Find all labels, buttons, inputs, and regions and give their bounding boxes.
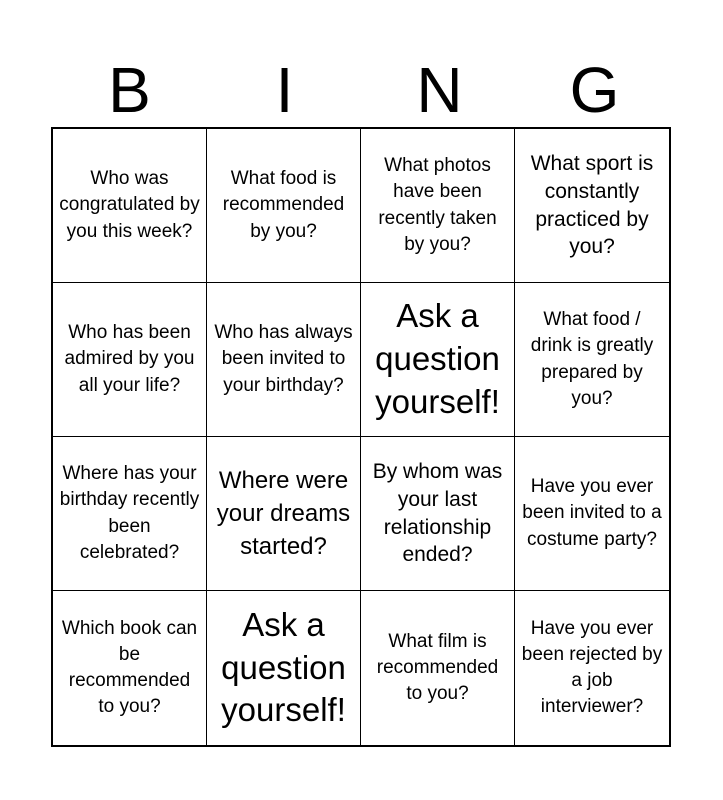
bingo-cell-r3c4[interactable]: Have you ever been invited to a costume party? xyxy=(515,437,669,591)
bingo-cell-r4c3[interactable]: What film is recommended to you? xyxy=(361,591,515,745)
bingo-cell-r4c1[interactable]: Which book can be recommended to you? xyxy=(53,591,207,745)
bingo-cell-r2c4[interactable]: What food / drink is greatly prepared by you? xyxy=(515,283,669,437)
bingo-cell-r4c4[interactable]: Have you ever been rejected by a job interviewer? xyxy=(521,617,663,718)
bingo-grid xyxy=(51,127,671,747)
bingo-cell-r3c3[interactable]: By whom was your last relationship ended? xyxy=(361,437,515,591)
bingo-cell-r3c2[interactable]: Where were your dreams started? xyxy=(207,437,361,591)
bingo-cell-r1c4[interactable]: What sport is constantly practiced by you? xyxy=(515,129,669,283)
bingo-cell-r2c3[interactable]: Ask a question yourself! xyxy=(361,283,515,437)
bingo-header xyxy=(52,52,672,128)
bingo-cell-r3c1[interactable]: Where has your birthday recently been celebrated? xyxy=(53,437,207,591)
header-letter-n: N xyxy=(416,54,463,126)
bingo-cell-r2c1[interactable]: Who has been admired by you all your life? xyxy=(53,283,207,437)
header-letter-i: I xyxy=(275,54,294,126)
bingo-cell-r1c3[interactable]: What photos have been recently taken by you? xyxy=(361,129,515,283)
bingo-cell-r1c1[interactable]: Who was congratulated by you this week? xyxy=(53,129,207,283)
bingo-cell-r4c2[interactable]: Ask a question yourself! xyxy=(207,591,361,745)
header-letter-g: G xyxy=(569,54,620,126)
bingo-cell-r2c2[interactable]: Who has always been invited to your birthday? xyxy=(207,283,361,437)
bingo-cell-r1c2[interactable]: What food is recommended by you? xyxy=(207,129,361,283)
header-letter-b: B xyxy=(108,54,151,126)
